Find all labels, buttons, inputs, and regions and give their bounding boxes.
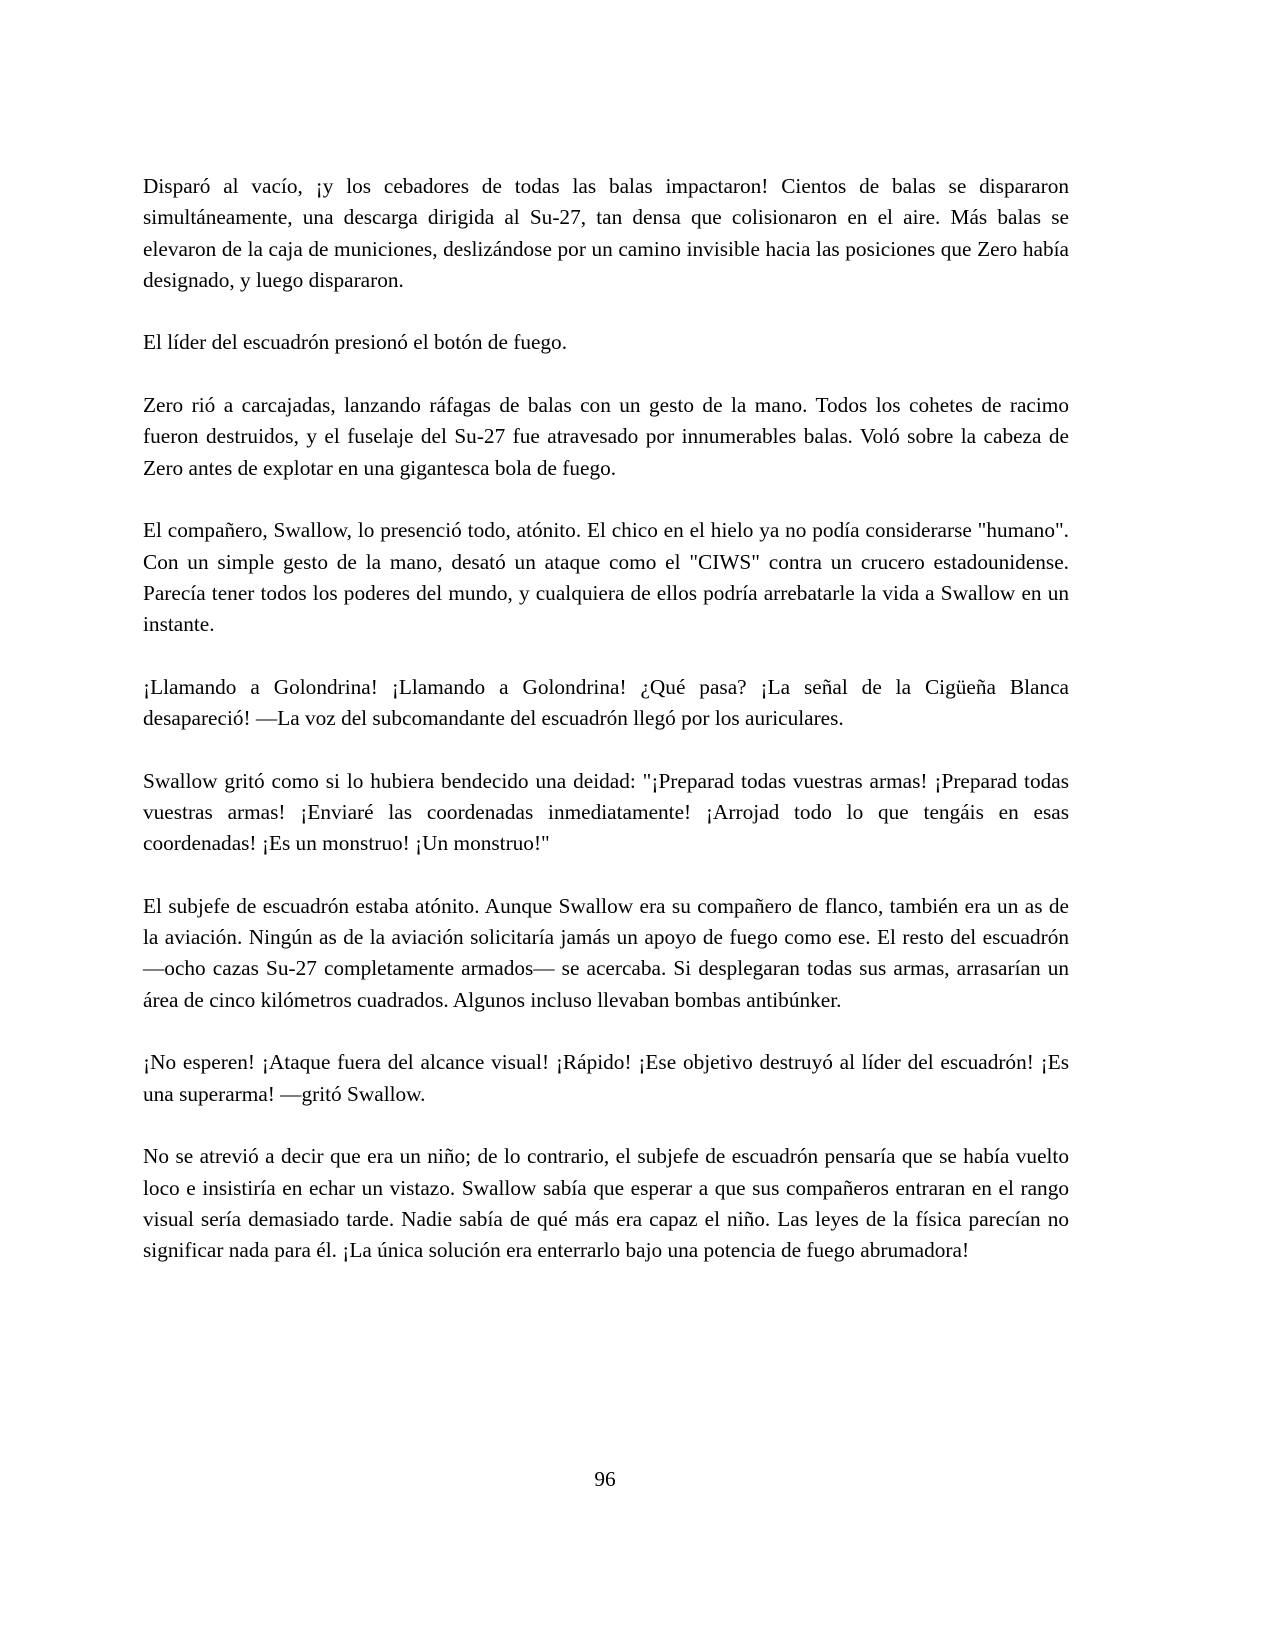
paragraph: El compañero, Swallow, lo presenció todo, atónito. El chico en el hielo ya no podía considerarse "humano". Con un simple gesto de la mano, desató un ataque como el "CIWS" contra un crucero estadounidense. Parecía tener todos los poderes del mundo, y cualquiera de ellos podría arrebatarle la vida a Swallow en un instante. <box>143 518 1069 637</box>
paragraph: Disparó al vacío, ¡y los cebadores de todas las balas impactaron! Cientos de balas se dispararon simultáneamente, una descarga dirigida al Su-27, tan densa que colisionaron en el aire. Más balas se elevaron de la caja de municiones, deslizándose por un camino invisible hacia las posiciones que Zero había designado, y luego dispararon. <box>143 174 1069 292</box>
paragraph: El líder del escuadrón presionó el botón de fuego. <box>143 330 568 355</box>
body-text <box>143 171 1069 1298</box>
paragraph: No se atrevió a decir que era un niño; de lo contrario, el subjefe de escuadrón pensaría que se había vuelto loco e insistiría en echar un vistazo. Swallow sabía que esperar a que sus compañeros entraran en el rango visual sería demasiado tarde. Nadie sabía de qué más era capaz el niño. Las leyes de la física parecían no significar nada para él. ¡La única solución era enterrarlo bajo una potencia de fuego abrumadora! <box>143 1144 1069 1263</box>
page-number: 96 <box>594 1467 616 1491</box>
paragraph: Zero rió a carcajadas, lanzando ráfagas de balas con un gesto de la mano. Todos los cohetes de racimo fueron destruidos, y el fuselaje del Su-27 fue atravesado por innumerables balas. Voló sobre la cabeza de Zero antes de explotar en una gigantesca bola de fuego. <box>143 393 1069 480</box>
paragraph: Swallow gritó como si lo hubiera bendecido una deidad: "¡Preparad todas vuestras armas! ¡Preparad todas vuestras armas! ¡Enviaré las coordenadas inmediatamente! ¡Arrojad todo lo que tengáis en esas coordenadas! ¡Es un monstruo! ¡Un monstruo!" <box>143 768 1069 856</box>
paragraph: El subjefe de escuadrón estaba atónito. Aunque Swallow era su compañero de flanco, también era un as de la aviación. Ningún as de la aviación solicitaría jamás un apoyo de fuego como ese. El resto del escuadrón —ocho cazas Su-27 completamente armados— se acercaba. Si desplegaran todas sus armas, arrasarían un área de cinco kilómetros cuadrados. Algunos incluso llevaban bombas antibúnker. <box>143 893 1069 1012</box>
paragraph: ¡No esperen! ¡Ataque fuera del alcance visual! ¡Rápido! ¡Ese objetivo destruyó al líder del escuadrón! ¡Es una superarma! —gritó Swallow. <box>143 1050 1069 1106</box>
paragraph: ¡Llamando a Golondrina! ¡Llamando a Golondrina! ¿Qué pasa? ¡La señal de la Cigüeña Blanca desapareció! —La voz del subcomandante del escuadrón llegó por los auriculares. <box>143 674 1069 731</box>
